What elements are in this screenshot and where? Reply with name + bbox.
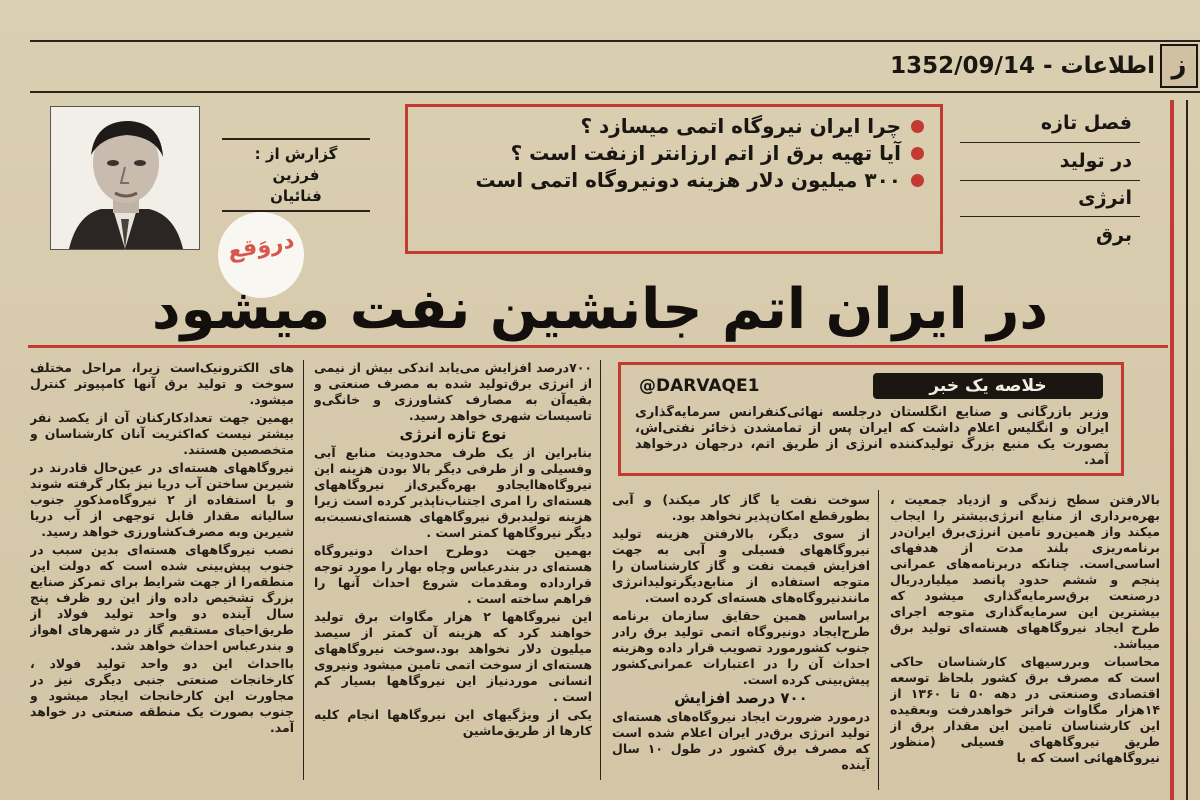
byline-last-name: فنائیان bbox=[270, 187, 322, 205]
header-top-rule bbox=[30, 40, 1200, 42]
page-right-black-border bbox=[1186, 100, 1188, 800]
question-3 bbox=[420, 167, 924, 194]
question-2 bbox=[420, 140, 924, 167]
bullet-dot-icon bbox=[911, 174, 924, 187]
watermark-logo-text: دروَقع bbox=[225, 228, 297, 265]
sidebar-divider bbox=[960, 180, 1140, 181]
header-date-line: اطلاعات - 1352/09/14 bbox=[890, 53, 1155, 79]
paragraph: این نیروگاهها ۲ هزار مگاوات برق تولید خواهند کرد که هزینه آن کمتر از سیصد میلیون دلار نخواهد بود.سوخت نیروگاههای هسته‌ای از سوخت اتمی تامین میشود ونیروی انسانی موردنیاز این نیروگاهها بسیار کم است . bbox=[314, 609, 592, 704]
paragraph: سوخت نفت یا گاز کار میکند) و آبی بطورقطع امکان‌پذیر نخواهد بود. bbox=[612, 492, 870, 523]
reporter-photo bbox=[50, 106, 200, 250]
paragraph: درمورد ضرورت ایجاد نیروگاه‌های هسته‌ای تولید انرژی برق‌در ایران اعلام شده است که مصرف برق کشور در طول ۱۰ سال آینده bbox=[612, 709, 870, 772]
question-2-text: آیا تهیه برق از اتم ارزانتر ازنفت است ؟ bbox=[510, 141, 901, 165]
sidebar-line-4: برق bbox=[1096, 224, 1132, 246]
sidebar-line-2: در تولید bbox=[1059, 150, 1132, 172]
sidebar-divider bbox=[960, 142, 1140, 143]
paragraph: نصب نیروگاههای هسته‌ای بدین سبب در جنوب پیش‌بینی شده است که دولت این منطقه‌را از جهت شرایط برای تمرکز صنایع بزرگ تشخیص داده واز این رو ظرف پنج سال آینده دو واحد تولید فولاد از طریق‌احیای مستقیم گاز در شهرهای اهواز و بندرعباس احداث خواهد شد. bbox=[30, 542, 294, 653]
byline-first-name: فرزین bbox=[272, 166, 320, 184]
column-divider bbox=[600, 360, 601, 780]
column-divider bbox=[303, 360, 304, 780]
news-summary-box bbox=[618, 362, 1124, 476]
headline-red-rule bbox=[28, 345, 1168, 348]
article-column-left bbox=[30, 360, 294, 784]
header-bottom-rule bbox=[30, 91, 1200, 93]
sidebar-line-3: انرژی bbox=[1078, 187, 1132, 209]
sidebar-line-1: فصل تازه bbox=[1040, 112, 1132, 134]
question-1 bbox=[420, 113, 924, 140]
reporter-portrait-image bbox=[51, 107, 199, 249]
paragraph: ۷۰۰درصد افزایش می‌یابد اندکی بیش از نیمی از انرژی برق‌تولید شده به مصرف صنعتی و بقیه‌آن به مصارف کشاورزی و خانگی‌و تاسیسات شهری خواهد رسید. bbox=[314, 360, 592, 423]
article-column-middle-right bbox=[612, 492, 870, 784]
questions-box bbox=[405, 104, 943, 254]
paragraph: محاسبات وبررسیهای کارشناسان حاکی است که مصرف برق کشور بلحاظ توسعه اقتصادی وصنعتی در دهه ۵۰ تا ۱۳۶۰ از ۱۴هزار مگاوات فراتر خواهدرفت وبعقیده این کارشناسان تامین این مقدار برق از طریق نیروگاههای فسیلی (منظور نیروگاههائی است که با bbox=[890, 654, 1160, 765]
bullet-dot-icon bbox=[911, 147, 924, 160]
paragraph: یکی از ویژگیهای این نیروگاهها انجام کلیه کارها از طریق‌ماشین bbox=[314, 707, 592, 738]
paragraph: نیروگاههای هسته‌ای در عین‌حال قادرند در شیرین ساختن آب دریا نیز بکار گرفته شوند و با استفاده از ۲ نیروگاه‌مذکور جنوب سالیانه مقدار قابل توجهی از آب دریا شیرین وبه مصرف‌کشاورزی خواهد رسید. bbox=[30, 460, 294, 539]
subheading-700-percent: ۷۰۰ درصد افزایش bbox=[674, 689, 808, 707]
bullet-dot-icon bbox=[911, 120, 924, 133]
column-divider bbox=[878, 490, 879, 790]
paragraph: از سوی دیگر، بالارفتن هزینه تولید نیروگاههای فسیلی و آبی به جهت افزایش قیمت نفت و گاز کارشناسان را متوجه استفاده از منابع‌دیگرتولیدانرژی مانندنیروگاه‌های هسته‌ای کرده است. bbox=[612, 526, 870, 605]
paragraph: بهمین جهت دوطرح احداث دونیروگاه هسته‌ای در بندرعباس وچاه بهار را مورد توجه قرارداده ومقدمات شروع احداث آنها را فراهم ساخته است . bbox=[314, 543, 592, 606]
page-right-red-border bbox=[1170, 100, 1174, 800]
byline-box bbox=[222, 138, 370, 212]
byline-label: گزارش از : bbox=[254, 145, 338, 163]
paragraph: بنابراین از یک طرف محدودیت منابع آبی وفسیلی و از طرفی دیگر بالا بودن هزینه این نیروگاه‌هاایجادو بهره‌گیری‌از نیروگاههای هسته‌ای را امری اجتناب‌ناپذیر کرده است زیرا هزینه تولیدبرق نیروگاههای هسته‌ای‌نسبت‌به دیگر نیروگاهها کمتر است . bbox=[314, 445, 592, 540]
paragraph: بهمین جهت تعدادکارکنان آن از یکصد نفر بیشتر نیست که‌اکثریت آنان کارشناسان و متخصصین هستند. bbox=[30, 410, 294, 457]
section-sidebar-title bbox=[960, 108, 1140, 254]
paragraph: بااحداث این دو واحد تولید فولاد ، کارخانجات صنعتی جنبی دیگری نیز در مجاورت این کارخانجات ایجاد میشود و جنوب بصورت یک منطقه صنعتی در خواهد آمد. bbox=[30, 656, 294, 735]
paragraph: بالارفتن سطح زندگی و ازدیاد جمعیت ، بهره‌برداری از منابع انرژی‌بیشتر را ایجاب میکند واز همین‌رو تامین انرژی‌برق ایران‌در برنامه‌ریزی بلند مدت از هدفهای اساسی‌است. چنانکه دربرنامه‌های عمرانی پنجم و ششم حدود پانصد میلیارد‌ریال درصنعت برق‌سرمایه‌گذاری میشود که بیشترین این سرمایه‌گذاری متوجه اجرای طرح ایجاد نیروگاههای هسته‌ای تولید برق میباشد. bbox=[890, 492, 1160, 651]
subheading-new-energy: نوع تازه انرژی bbox=[399, 425, 507, 443]
question-1-text: چرا ایران نیروگاه اتمی میسازد ؟ bbox=[580, 114, 901, 138]
article-column-middle bbox=[314, 360, 592, 784]
paragraph: براساس همین حقایق سازمان برنامه طرح‌ایجاد دونیروگاه اتمی تولید برق رادر جنوب کشورمورد تصویب قرار داده وهزینه احداث آن را در اعتبارات عمرانی‌کشور پیش‌بینی کرده است. bbox=[612, 608, 870, 687]
question-3-text: ۳۰۰ میلیون دلار هزینه دونیروگاه اتمی است bbox=[475, 168, 901, 192]
masthead-corner-logo: ز bbox=[1160, 44, 1198, 88]
summary-title-badge: خلاصه یک خبر bbox=[873, 373, 1103, 399]
summary-social-handle: @DARVAQE1 bbox=[639, 376, 760, 396]
paragraph: های الکترونیک‌است زیرا، مراحل مختلف سوخت و تولید برق آنها کامپیوتر کنترل میشود. bbox=[30, 360, 294, 407]
main-headline: در ایران اتم جانشین نفت میشود bbox=[151, 277, 1049, 342]
sidebar-divider bbox=[960, 216, 1140, 217]
article-column-right bbox=[890, 492, 1160, 784]
summary-body-text: وزیر بازرگانی و صنایع انگلستان درجلسه نهائی‌کنفرانس سرمایه‌گذاری ایران و انگلیس اعلام داشت که ایران پس از تمامشدن ذخائر نفتی‌اش، بصورت یک منبع بزرگ تولیدکننده انرژی از طریق اتم، درجهان درخواهد آمد. bbox=[635, 405, 1109, 468]
